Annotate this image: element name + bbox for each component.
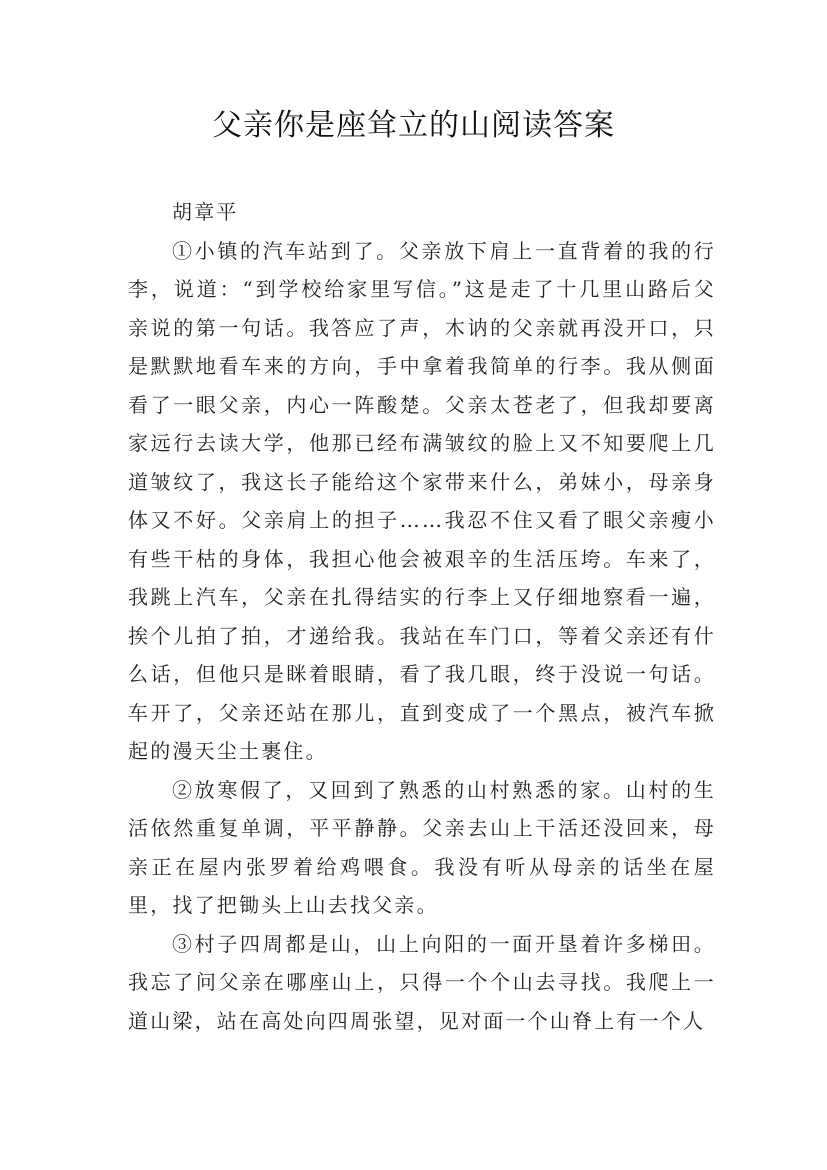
author-line: 胡章平 (172, 200, 239, 224)
paragraph-2: ②放寒假了，又回到了熟悉的山村熟悉的家。山村的生活依然重复单调，平平静静。父亲去山上干活还没回来，母亲正在屋内张罗着给鸡喂食。我没有听从母亲的话坐在屋里，找了把锄头上山去找父亲。 (128, 777, 716, 917)
article-body (128, 193, 716, 1040)
paragraph-1: ①小镇的汽车站到了。父亲放下肩上一直背着的我的行李，说道：“到学校给家里写信。”这是走了十几里山路后父亲说的第一句话。我答应了声，木讷的父亲就再没开口，只是默默地看车来的方向，手中拿着我简单的行李。我从侧面看了一眼父亲，内心一阵酸楚。父亲太苍老了，但我却要离家远行去读大学，他那已经布满皱纹的脸上又不知要爬上几道皱纹了，我这长子能给这个家带来什么，弟妹小，母亲身体又不好。父亲肩上的担子……我忍不住又看了眼父亲瘦小有些干枯的身体，我担心他会被艰辛的生活压垮。车来了，我跳上汽车，父亲在扎得结实的行李上又仔细地察看一遍，挨个儿拍了拍，才递给我。我站在车门口，等着父亲还有什么话，但他只是眯着眼睛，看了我几眼，终于没说一句话。车开了，父亲还站在那儿，直到变成了一个黑点，被汽车掀起的漫天尘土裹住。 (128, 238, 716, 763)
page-title: 父亲你是座耸立的山阅读答案 (212, 108, 615, 143)
paragraph-3: ③村子四周都是山，山上向阳的一面开垦着许多梯田。我忘了问父亲在哪座山上，只得一个个山去寻找。我爬上一道山梁，站在高处向四周张望，见对面一个山脊上有一个人 (128, 931, 716, 1033)
